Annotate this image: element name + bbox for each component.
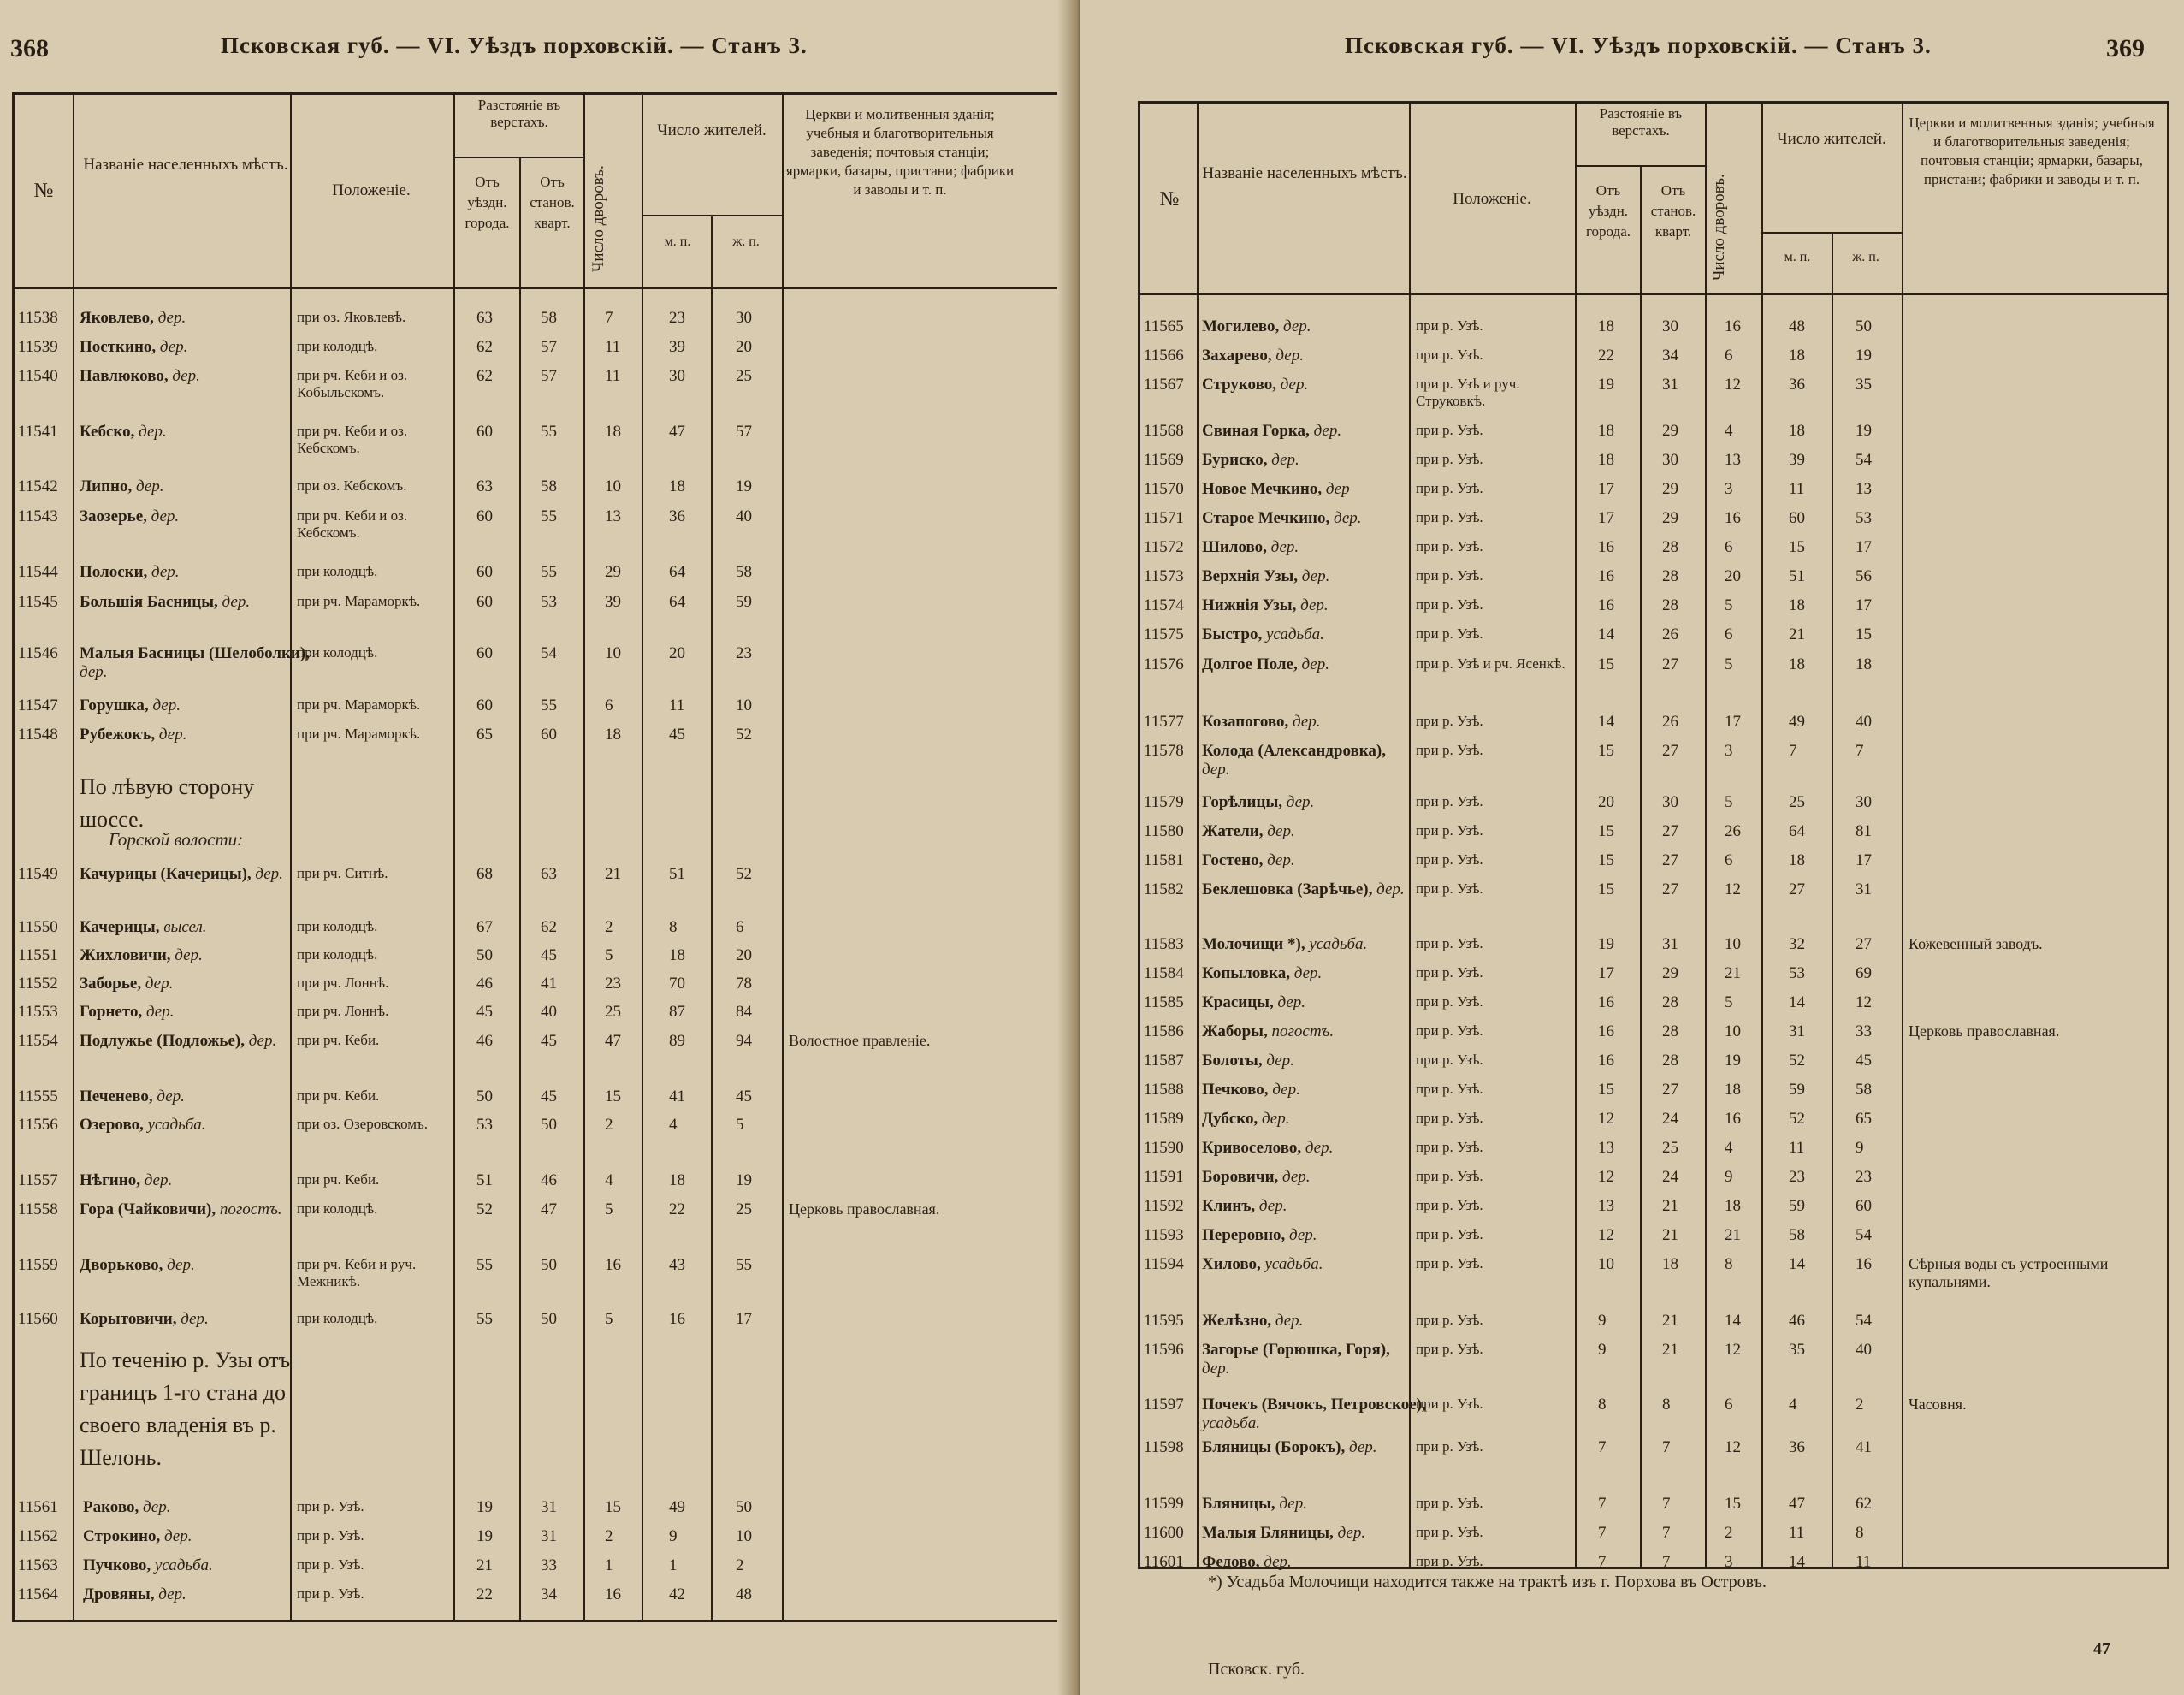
section-heading-river: По теченію р. Узы отъ границъ 1-го стана до своего владенія въ р. Шелонь. [80, 1348, 291, 1470]
col-header-remarks: Церкви и молитвенныя зданія; учебныя и благотворительныя заведенія; почтовыя станціи; ярмарки, базары, пристани; фабрики и заводы и т. п. [785, 106, 1015, 198]
col-header-no: № [1159, 188, 1180, 210]
signature-left: Псковск. губ. [1208, 1660, 1305, 1679]
col-header-name: Названіе населенныхъ мѣстъ. [83, 156, 288, 174]
col-header-from-town: Отъ уѣздн. города. [1585, 182, 1631, 240]
col-header-from-town: Отъ уѣздн. города. [465, 174, 510, 231]
col-header-yards: Число дворовъ. [589, 165, 607, 273]
col-header-from-stan: Отъ станов. кварт. [530, 174, 575, 231]
subsection-heading: Горской волости: [109, 829, 244, 850]
col-header-distance: Разстояніе въ верстахъ. [477, 97, 561, 130]
header-rule [1140, 293, 2167, 295]
col-header-distance: Разстояніе въ верстахъ. [1599, 105, 1683, 139]
col-header-female: ж. п. [732, 234, 760, 249]
col-header-male: м. п. [1784, 250, 1811, 264]
col-header-male: м. п. [664, 234, 691, 249]
col-header-female: ж. п. [1852, 250, 1879, 264]
col-header-no: № [33, 180, 54, 202]
col-header-inhabitants: Число жителей. [657, 121, 766, 139]
col-header-yards: Число дворовъ. [1710, 174, 1728, 282]
left-page-number: 368 [10, 34, 49, 62]
signature-right: 47 [2093, 1639, 2110, 1658]
right-running-head: Псковская губ. — VI. Уѣздъ порховскій. — Станъ 3. [1345, 33, 1932, 58]
col-header-position: Положеніе. [332, 181, 411, 199]
left-running-head: Псковская губ. — VI. Уѣздъ порховскій. — Станъ 3. [221, 33, 808, 58]
section-heading-left-side: По лѣвую сторону шоссе. [80, 774, 255, 832]
col-header-from-stan: Отъ станов. кварт. [1650, 182, 1696, 240]
left-page [0, 0, 1080, 1695]
header-rule [15, 287, 1065, 289]
col-header-position: Положеніе. [1453, 190, 1531, 208]
right-page-number: 369 [2106, 34, 2145, 62]
right-table: № Названіе населенныхъ мѣстъ. Положеніе. Разстояніе въ верстахъ. Отъ уѣздн. города. Отъ станов. кварт. Число дворовъ. Число жителей. м. п. ж. п. Церкви и молитвенныя зданія; учебныя и благотворительныя заведенія; почтовыя станціи; ярмарки, базары, пристани; фабрики и заводы и т. п. 11565 Могилево, дер. при р. Узѣ. 18 30 16 48 50 11566 Захарево, дер. при р. Узѣ. 22 34 6 18 19 11567 Струково, дер. при р. Узѣ и руч. Струковкѣ. 19 31 12 36 35 11568 Свиная Горка, дер. при р. Узѣ. 18 29 4 18 19 11569 Буриско, дер. при р. Узѣ. 18 30 13 39 54 11570 Новое Мечкино, дер при р. Узѣ. 17 29 3 11 13 11571 Старое Мечкино, дер. при р. Узѣ. 17 29 16 60 53 11572 Шилово, дер. при р. Узѣ. 16 28 6 15 17 11573 Верхнія Узы, дер. при р. Узѣ. 16 28 20 51 56 11574 Нижнія Узы, дер. при р. Узѣ. 16 28 5 18 17 11575 Быстро, усадьба. при р. Узѣ. 14 26 6 21 15 11576 Долгое Поле, дер. при р. Узѣ и рч. Ясенкѣ. 15 27 5 18 18 11577 Козапогово, дер. при р. Узѣ. 14 26 17 49 40 11578 Колода (Александровка), дер. при р. Узѣ. 15 27 3 7 7 11579 Горѣлицы, дер. при р. Узѣ. 20 30 5 25 30 11580 Жатели, дер. при р. Узѣ. 15 27 26 64 81 11581 Гостено, дер. при р. Узѣ. 15 27 6 18 17 11582 Беклешовка (Зарѣчье), дер. при р. Узѣ. 15 27 12 27 31 11583 Молочищи *), усадьба. при р. Узѣ. 19 31 10 32 27 Кожевенный заводъ. 11584 Копыловка, дер. при р. Узѣ. 17 29 21 53 69 11585 Красицы, дер. при р. Узѣ. 16 28 5 14 12 11586 Жаборы, погостъ. при р. Узѣ. 16 28 10 31 33 Церковь православная. 11587 Болоты, дер. при р. Узѣ. 16 28 19 52 45 11588 Печково, дер. при р. Узѣ. 15 27 18 59 58 11589 Дубско, дер. при р. Узѣ. 12 24 16 52 65 11590 Кривоселово, дер. при р. Узѣ. 13 25 4 11 9 11591 Боровичи, дер. при р. Узѣ. 12 24 9 23 23 11592 Клинъ, дер. при р. Узѣ. 13 21 18 59 60 11593 Переровно, дер. при р. Узѣ. 12 21 21 58 54 11594 Хилово, усадьба. при р. Узѣ. 10 18 8 14 16 Сѣрныя воды съ устроенными купальнями. 11595 Желѣзно, дер. при р. Узѣ. 9 21 14 46 54 11596 Загорье (Горюшка, Горя), дер. при р. Узѣ. 9 21 12 35 40 11597 Почекъ (Вячокъ, Петровское), усадьба. при р. Узѣ. 8 8 6 4 2 Часовня. 11598 Бляницы (Борокъ), дер. при р. Узѣ. 7 7 12 36 41 11599 Бляницы, дер. при р. Узѣ. 7 7 15 47 62 11600 Малыя Бляницы, дер. при р. Узѣ. 7 7 2 11 8 11601 Федово, дер. при р. Узѣ. 7 7 3 14 11 [1138, 101, 2169, 1569]
col-header-inhabitants: Число жителей. [1777, 130, 1886, 148]
left-table: № Названіе населенныхъ мѣстъ. Положеніе. Разстояніе въ верстахъ. Отъ уѣздн. города. Отъ станов. кварт. Число дворовъ. Число жителей. м. п. ж. п. Церкви и молитвенныя зданія; учебныя и благотворительныя заведенія; почтовыя станціи; ярмарки, базары, пристани; фабрики и заводы и т. п. 11538 Яковлево, дер. при оз. Яковлевѣ. 63 58 7 23 30 11539 Посткино, дер. при колодцѣ. 62 57 11 39 20 11540 Павлюково, дер. при рч. Кеби и оз. Кобыльскомъ. 62 57 11 30 25 11541 Кебско, дер. при рч. Кеби и оз. Кебскомъ. 60 55 18 47 57 11542 Липно, дер. при оз. Кебскомъ. 63 58 10 18 19 11543 Заозерье, дер. при рч. Кеби и оз. Кебскомъ. 60 55 13 36 40 11544 Полоски, дер. при колодцѣ. 60 55 29 64 58 11545 Большія Басницы, дер. при рч. Мараморкѣ. 60 53 39 64 59 11546 Малыя Басницы (Шелоболки), дер. при колодцѣ. 60 54 10 20 23 11547 Горушка, дер. при рч. Мараморкѣ. 60 55 6 11 10 11548 Рубежокъ, дер. при рч. Мараморкѣ. 65 60 18 45 52 По лѣвую сторону шоссе. Горской волости: 11549 Качурицы (Качерицы), дер. при рч. Ситнѣ. 68 63 21 51 52 11550 Качерицы, высел. при колодцѣ. 67 62 2 8 6 11551 Жихловичи, дер. при колодцѣ. 50 45 5 18 20 11552 Заборье, дер. при рч. Лоннѣ. 46 41 23 70 78 11553 Горнето, дер. при рч. Лоннѣ. 45 40 25 87 84 11554 Подлужье (Подложье), дер. при рч. Кеби. 46 45 47 89 94 Волостное правленіе. 11555 Печенево, дер. при рч. Кеби. 50 45 15 41 45 11556 Озерово, усадьба. при оз. Озеровскомъ. 53 50 2 4 5 11557 Нѣгино, дер. при рч. Кеби. 51 46 4 18 19 11558 Гора (Чайковичи), погостъ. при колодцѣ. 52 47 5 22 25 Церковь православная. 11559 Дворьково, дер. при рч. Кеби и руч. Межникѣ. 55 50 16 43 55 11560 Корытовичи, дер. при колодцѣ. 55 50 5 16 17 По теченію р. Узы отъ границъ 1-го стана до своего владенія въ р. Шелонь. 11561 Раково, дер. при р. Узѣ. 19 31 15 49 50 11562 Строкино, дер. при р. Узѣ. 19 31 2 9 10 11563 Пучково, усадьба. при р. Узѣ. 21 33 1 1 2 11564 Дровяны, дер. при р. Узѣ. 22 34 16 42 48 [12, 92, 1068, 1622]
col-header-name: Названіе населенныхъ мѣстъ. [1202, 164, 1407, 182]
right-page [1080, 0, 2184, 1695]
footnote: *) Усадьба Молочищи находится также на трактѣ изъ г. Порхова въ Островъ. [1208, 1573, 1767, 1591]
col-header-remarks: Церкви и молитвенныя зданія; учебныя и благотворительныя заведенія; почтовыя станціи; ярмарки, базары, пристани; фабрики и заводы и т. п. [1909, 115, 2155, 187]
